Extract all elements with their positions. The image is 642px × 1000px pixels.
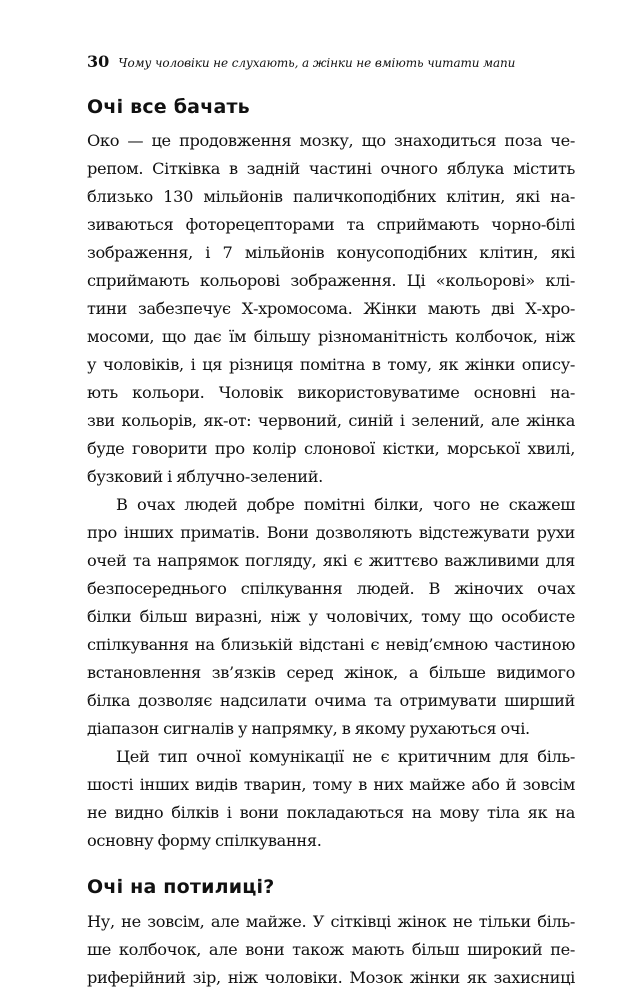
- text-line: мосоми, що дає їм більшу різноманітність колбочок, ніж: [87, 327, 575, 346]
- section-heading: Очі все бачать: [87, 96, 250, 118]
- page-number: 30: [87, 52, 110, 71]
- text-line: Ну, не зовсім, але майже. У сітківці жінок не тільки біль-: [87, 912, 575, 931]
- text-line: ють кольори. Чоловік використовуватиме основні на-: [87, 383, 575, 402]
- text-line: ше колбочок, але вони також мають більш широкий пе-: [87, 940, 575, 959]
- text-line: зображення, і 7 мільйонів конусоподібних клітин, які: [87, 243, 575, 262]
- text-line: репом. Сітківка в задній частині очного яблука містить: [87, 159, 575, 178]
- text-line: близько 130 мільйонів паличкоподібних клітин, які на-: [87, 187, 575, 206]
- text-line: безпосереднього спілкування людей. В жіночих очах: [87, 579, 575, 598]
- text-line: Око — це продовження мозку, що знаходиться поза че-: [87, 131, 575, 150]
- running-head: [87, 52, 577, 71]
- text-line: очей та напрямок погляду, які є життєво важливими для: [87, 551, 575, 570]
- text-line: діапазон сигналів у напрямку, в якому рухаються очі.: [87, 719, 530, 738]
- text-line: у чоловіків, і ця різниця помітна в тому, як жінки опису-: [87, 355, 575, 374]
- section-heading: Очі на потилиці?: [87, 876, 275, 898]
- text-line: сприймають кольорові зображення. Ці «кольорові» клі-: [87, 271, 575, 290]
- text-line: білки більш виразні, ніж у чоловічих, тому що особисте: [87, 607, 575, 626]
- text-line: шості інших видів тварин, тому в них майже або й зовсім: [87, 775, 575, 794]
- text-line: спілкування на близькій відстані є невід’ємною частиною: [87, 635, 575, 654]
- text-line: зиваються фоторецепторами та сприймають чорно-білі: [87, 215, 575, 234]
- text-line: встановлення зв’язків серед жінок, а більше видимого: [87, 663, 575, 682]
- text-line: Цей тип очної комунікації не є критичним для біль-: [116, 747, 575, 766]
- text-line: бузковий і яблучно-зелений.: [87, 467, 323, 486]
- text-line: буде говорити про колір слонової кістки, морської хвилі,: [87, 439, 575, 458]
- text-line: про інших приматів. Вони дозволяють відстежувати рухи: [87, 523, 575, 542]
- running-title: Чому чоловіки не слухають, а жінки не вміють читати мапи: [118, 56, 516, 70]
- text-line: зви кольорів, як-от: червоний, синій і зелений, але жінка: [87, 411, 575, 430]
- text-line: риферійний зір, ніж чоловіки. Мозок жінки як захисниці: [87, 968, 575, 987]
- text-line: основну форму спілкування.: [87, 831, 322, 850]
- text-line: не видно білків і вони покладаються на мову тіла як на: [87, 803, 575, 822]
- text-line: білка дозволяє надсилати очима та отримувати ширший: [87, 691, 575, 710]
- text-line: тини забезпечує Х-хромосома. Жінки мають дві Х-хро-: [87, 299, 575, 318]
- text-line: В очах людей добре помітні білки, чого не скажеш: [116, 495, 575, 514]
